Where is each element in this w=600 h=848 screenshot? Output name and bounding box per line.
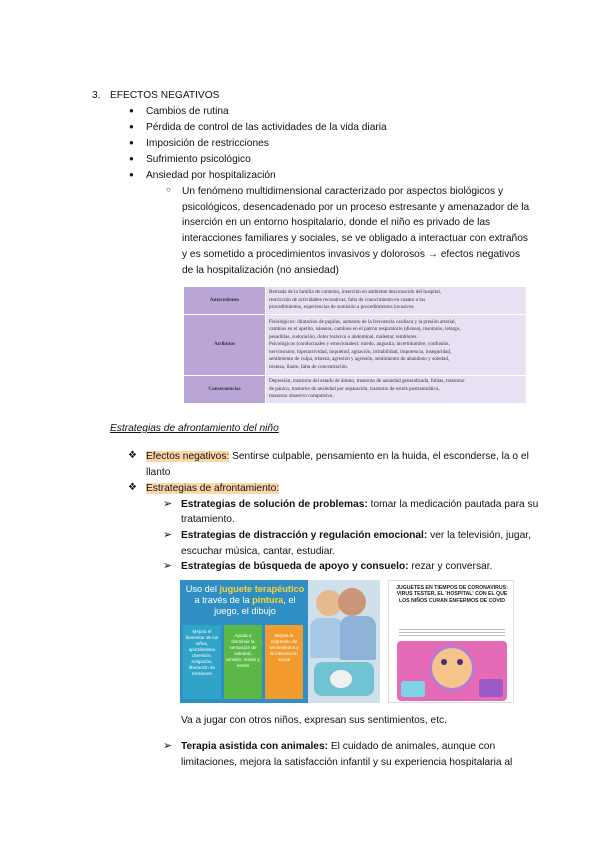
strategy-item-title: Estrategias de distracción y regulación emocional: (181, 530, 428, 541)
strategy-item-title: Estrategias de búsqueda de apoyo y consuelo: (181, 561, 409, 572)
sub-bullet-line: Un fenómeno multidimensional caracterizado por aspectos biológicos y (182, 186, 504, 197)
table-cell-line: Retirada de la familia de contexto, inserción en ambiente desconocido del hospital, (269, 289, 442, 296)
infographic-box: Mejora la expresión de sentimientos y la interacción social (265, 625, 303, 699)
toy-photo (397, 641, 507, 701)
circle-bullet-icon: ○ (166, 185, 171, 194)
table-cell-line: tristeza, llanto, falta de concentración. (269, 363, 349, 370)
afrontamiento-label: Estrategias de afrontamiento: (146, 483, 280, 494)
efectos-line (146, 450, 529, 463)
strategy-item-text: tomar la medicación pautada para su (367, 499, 539, 510)
sub-bullet-line: inserción en un entorno hospitalario, donde el niño es privado de las (182, 217, 491, 228)
infographic-title: Uso del juguete terapéutico a través de la pintura, el juego, el dibujo (185, 584, 305, 616)
table-cell-line: cambios en el apetito, náuseas, cambios en el patrón respiratorio (disnea), insomnio, letargo, (269, 326, 461, 333)
therapy-title: Terapia asistida con animales: (181, 741, 329, 752)
table-cell-line: Psicológicos (conductuales y emocionales): miedo, angustia, incertidumbre, confusión, (269, 341, 450, 348)
strategy-item (181, 498, 538, 511)
strategy-item (181, 529, 531, 542)
bullet-dot-icon: ● (129, 138, 134, 147)
sub-bullet-line: interacciones familiares y sociales, se ve obligado a interactuar con extraños (182, 233, 528, 244)
table-cell-line: Depresión, trastorno del estado de ánimo, trastorno de ansiedad generalizada, fobias, trastorno (269, 378, 465, 385)
infographic-box: Ayuda a disminuir la sensación de soledad, tensión, miedo y estrés (224, 625, 262, 699)
arrow-bullet-icon: ➢ (163, 740, 173, 752)
therapy-item (181, 740, 495, 753)
table-row-header: Antecedentes (184, 287, 266, 315)
child-playing-photo (308, 580, 380, 703)
strategy-item-title: Estrategias de solución de problemas: (181, 499, 368, 510)
section-number: 3. (92, 90, 101, 101)
table-cell (266, 287, 527, 315)
sub-bullet-line: psicológicos, desencadenado por un proceso estresante y amenazador de la (182, 202, 530, 213)
bullet-dot-icon: ● (129, 106, 134, 115)
strategy-item-text: ver la televisión, jugar, (427, 530, 531, 541)
bullet-item: Sufrimiento psicológico (146, 154, 251, 165)
sub-bullet-line: de la hospitalización (no ansiedad) (182, 265, 339, 276)
news-headline: JUGUETES EN TIEMPOS DE CORONAVIRUS: VIRUS TESTER, EL 'HOSPITAL' CON EL QUE LOS NIÑOS CURAN ENFERMOS DE COVID (396, 585, 508, 604)
efectos-text-cont: llanto (146, 467, 171, 478)
strategy-item-cont: escuchar música, cantar, estudiar. (181, 546, 336, 557)
table-row-header: Atributos (184, 315, 266, 376)
table-cell-line: restricción de actividades recreativas, falta de conocimiento en cuanto a los (269, 296, 426, 303)
afrontamiento-label-wrap (146, 482, 279, 495)
bullet-item: Cambios de rutina (146, 106, 229, 117)
therapy-text: El cuidado de animales, aunque con (328, 741, 496, 752)
efectos-label: Efectos negativos: (146, 451, 230, 462)
strategy-item-cont: tratamiento. (181, 514, 235, 525)
section-title: EFECTOS NEGATIVOS (110, 90, 220, 101)
table-cell-line: procedimientos, experiencias de sumisión a procedimientos invasivos (269, 304, 414, 311)
therapy-cont: limitaciones, mejora la satisfacción infantil y su experiencia hospitalaria al (181, 757, 513, 768)
arrow-bullet-icon: ➢ (163, 529, 173, 541)
table-row (184, 375, 527, 403)
image-caption: Va a jugar con otros niños, expresan sus sentimientos, etc. (181, 715, 447, 726)
table-cell-line: sentimiento de culpa, tristeza, agresión y agresión, sentimiento de abandono y soledad, (269, 356, 450, 363)
bullet-item: Imposición de restricciones (146, 138, 269, 149)
table-row (184, 287, 527, 315)
table-cell-line: trastorno obsesivo compulsivo. (269, 393, 334, 400)
diamond-bullet-icon: ❖ (128, 482, 137, 493)
infographic-box: Mejora el bienestar de los niños, aportándoles diversión, relajación, liberación de tensiones (183, 625, 221, 699)
table-cell-line: pesadillas, sudoración, dolor torácico o abdominal, malestar, temblores. (269, 333, 418, 340)
toy-news-clipping (388, 580, 514, 703)
arrow-bullet-icon: ➢ (163, 498, 173, 510)
efectos-text: Sentirse culpable, pensamiento en la huida, el esconderse, la o el (229, 451, 529, 462)
bullet-dot-icon: ● (129, 154, 134, 163)
table-row (184, 315, 527, 376)
table-cell-line: Fisiológicos: dilatación de pupilas, aumento de la frecuencia cardiaca y la presión arterial, (269, 319, 456, 326)
bullet-dot-icon: ● (129, 170, 134, 179)
bullet-item: Pérdida de control de las actividades de la vida diaria (146, 122, 387, 133)
table-cell (266, 315, 527, 376)
table-row-header: Consecuencias (184, 375, 266, 403)
news-body-lines (399, 629, 505, 637)
table-cell (266, 375, 527, 403)
table-cell-line: nerviosismo, hiperactividad, inquietud, agitación, irritabilidad, impotencia, inseguridad, (269, 348, 452, 355)
bullet-dot-icon: ● (129, 122, 134, 131)
anxiety-table (183, 286, 527, 404)
strategies-heading: Estrategias de afrontamiento del niño (110, 423, 279, 434)
diamond-bullet-icon: ❖ (128, 450, 137, 461)
table-cell-line: de pánico, trastorno de ansiedad por separación, trastorno de estrés postraumático, (269, 385, 440, 392)
bullet-item: Ansiedad por hospitalización (146, 170, 276, 181)
strategy-item (181, 560, 492, 573)
arrow-bullet-icon: ➢ (163, 560, 173, 572)
therapeutic-toy-infographic (180, 580, 380, 703)
strategy-item-text: rezar y conversar. (408, 561, 493, 572)
sub-bullet-line: y es sometido a procedimientos invasivos y dolorosos → efectos negativos (182, 249, 521, 260)
